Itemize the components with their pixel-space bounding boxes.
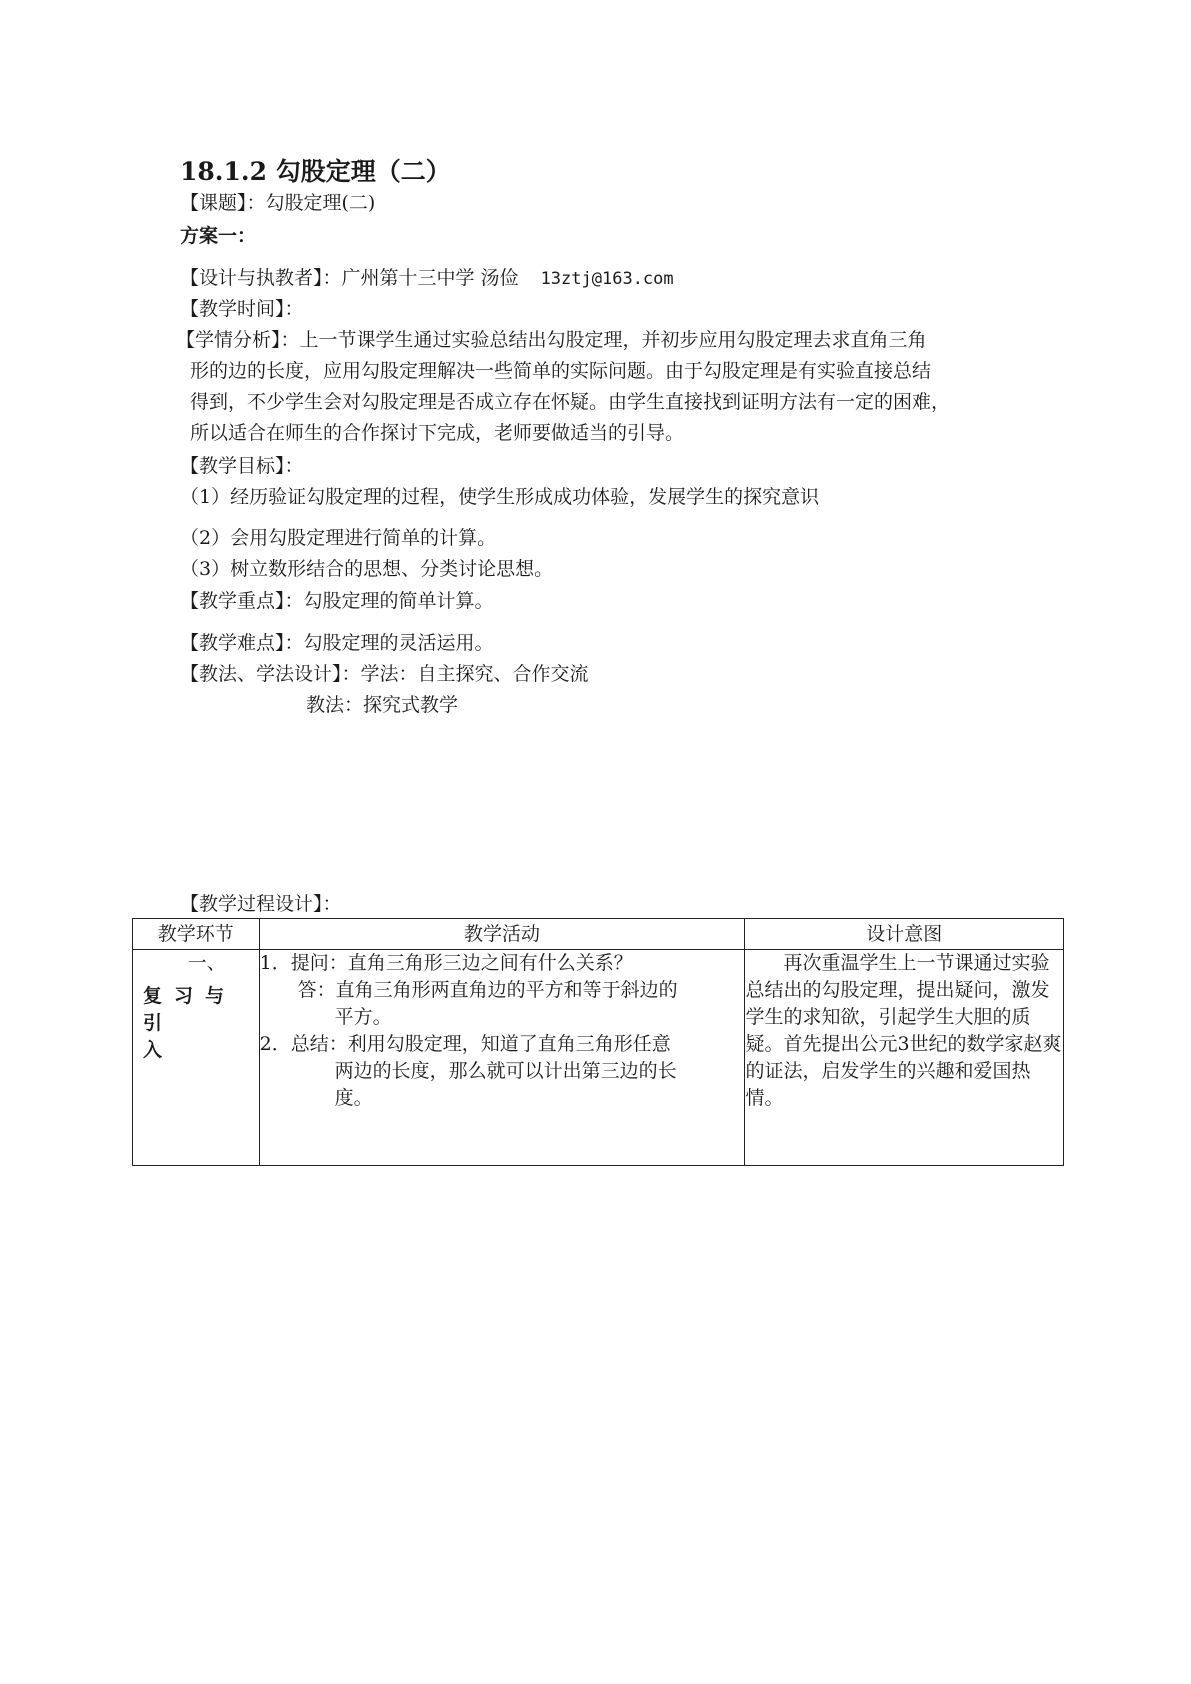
key-point-line — [180, 589, 494, 613]
analysis-line-3: 得到，不少学生会对勾股定理是否成立存在怀疑。由学生直接找到证明方法有一定的困难， — [190, 391, 951, 413]
topic-value: 勾股定理(二) — [265, 192, 376, 214]
methods-label: 【教法、学法设计】： — [180, 663, 361, 685]
difficulty-value: 勾股定理的灵活运用。 — [303, 632, 494, 654]
difficulty-label: 【教学难点】： — [180, 632, 304, 654]
process-table-header — [133, 919, 1064, 950]
methods-teach: 教法：探究式教学 — [306, 694, 459, 716]
key-point-label: 【教学重点】： — [180, 590, 304, 612]
time-line: 【教学时间】： — [180, 298, 304, 320]
analysis-line-1 — [176, 328, 927, 352]
designer-email: 13ztj@163.com — [540, 269, 674, 289]
designer-label: 【设计与执教者】： — [180, 267, 342, 289]
stage-number: 一、 — [187, 952, 226, 974]
methods-study: 学法：自主探究、合作交流 — [360, 663, 589, 685]
difficulty-line — [180, 631, 494, 655]
intent-cell: 再次重温学生上一节课通过实验总结出的勾股定理，提出疑问，激发学生的求知欲，引起学生大胆的质疑。首先提出公元3世纪的数学家赵爽的证法，启发学生的兴趣和爱国热情。 — [745, 950, 1064, 1166]
analysis-text: 上一节课学生通过实验总结出勾股定理，并初步应用勾股定理去求直角三角 — [299, 329, 927, 351]
activity-line-2: 答：直角三角形两直角边的平方和等于斜边的 — [297, 979, 678, 1001]
activity-line-1: 1．提问：直角三角形三边之间有什么关系？ — [259, 952, 633, 974]
activity-line-3: 平方。 — [334, 1006, 392, 1028]
header-activity: 教学活动 — [259, 919, 745, 950]
topic-label: 【课题】： — [180, 192, 266, 214]
table-row — [133, 950, 1064, 1166]
activity-line-5: 两边的长度，那么就可以计出第三边的长 — [334, 1060, 677, 1082]
key-point-value: 勾股定理的简单计算。 — [303, 590, 494, 612]
goal-item-2: （2）会用勾股定理进行简单的计算。 — [180, 527, 497, 549]
stage-cell — [133, 950, 260, 1166]
activity-cell — [259, 950, 745, 1166]
analysis-label: 【学情分析】： — [176, 329, 300, 351]
stage-name-line-1: 复习与引 — [143, 985, 237, 1034]
activity-line-4: 2．总结：利用勾股定理，知道了直角三角形任意 — [259, 1033, 671, 1055]
analysis-line-4: 所以适合在师生的合作探讨下完成，老师要做适当的引导。 — [190, 422, 685, 444]
process-label: 【教学过程设计】： — [180, 893, 342, 915]
header-intent: 设计意图 — [745, 919, 1064, 950]
activity-line-6: 度。 — [334, 1087, 373, 1109]
topic-line — [180, 191, 375, 215]
methods-line — [180, 662, 589, 686]
goal-item-3: （3）树立数形结合的思想、分类讨论思想。 — [180, 558, 554, 580]
header-stage: 教学环节 — [133, 919, 260, 950]
goal-item-1: （1）经历验证勾股定理的过程，使学生形成成功体验，发展学生的探究意识 — [180, 486, 820, 508]
plan-heading: 方案一： — [180, 225, 257, 247]
goals-label: 【教学目标】： — [180, 455, 304, 477]
designer-value: 广州第十三中学 汤俭 — [341, 267, 519, 289]
page-title: 18.1.2 勾股定理（二） — [180, 157, 451, 186]
process-table — [132, 918, 1064, 1166]
designer-line — [180, 266, 674, 291]
stage-name-line-2: 入 — [143, 1039, 163, 1061]
analysis-line-2: 形的边的长度，应用勾股定理解决一些简单的实际问题。由于勾股定理是有实验直接总结 — [190, 360, 932, 382]
